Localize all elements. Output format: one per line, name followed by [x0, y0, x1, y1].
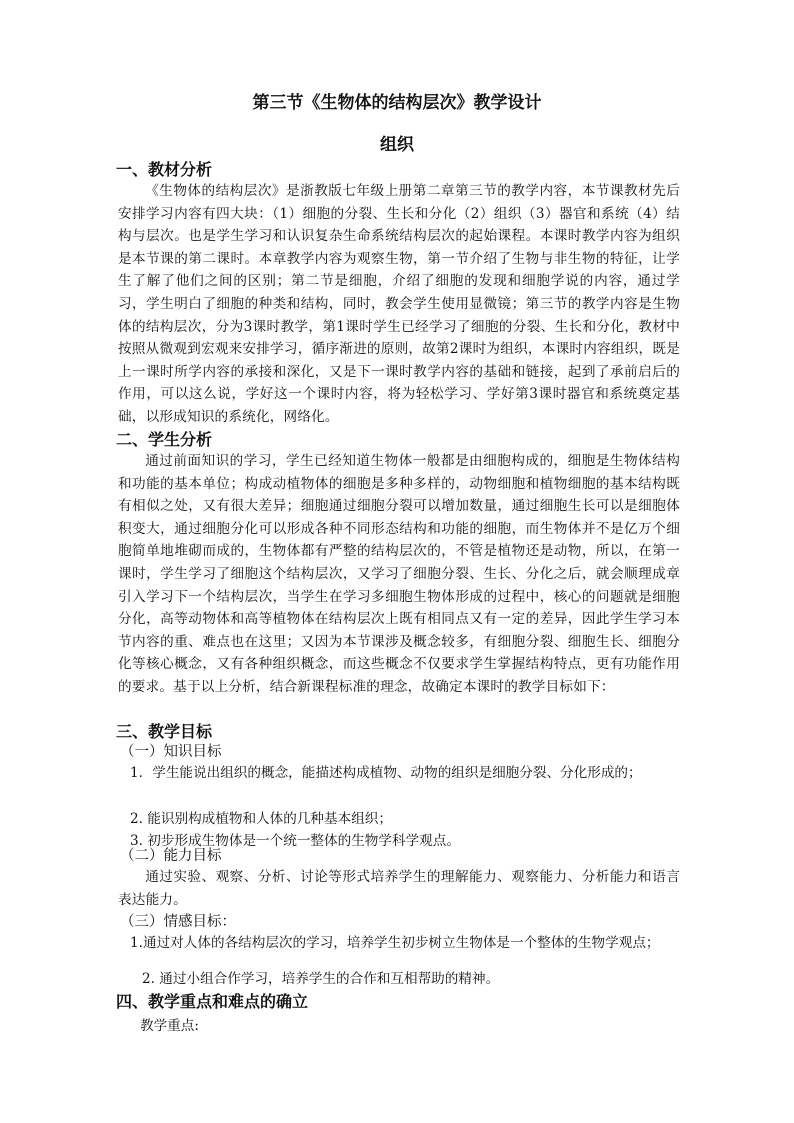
- emotion-goal-1: 1.通过对人体的各结构层次的学习，培养学生初步树立生物体是一个整体的生物学观点；: [130, 935, 660, 951]
- knowledge-goal-3: 3. 初步形成生物体是一个统一整体的生物学科学观点。: [130, 833, 460, 849]
- section-2-paragraph: 通过前面知识的学习，学生已经知道生物体一般都是由细胞构成的，细胞是生物体结构和功能的基本单位；构成动植物体的细胞是多种多样的，动物细胞和植物细胞的基本结构既有相似之处，又有很大差异；细胞通过细胞分裂可以增加数量，通过细胞生长可以是细胞体积变大，通过细胞分化可以形成各种不同形态结构和功能的细胞，而生物体并不是亿万个细胞简单地堆砌而成的，生物体都有严整的结构层次的，不管是植物还是动物，所以，在第一课时，学生学习了细胞这个结构层次，又学习了细胞分裂、生长、分化之后，就会顺理成章引入学习下一个结构层次，当学生在学习多细胞生物体形成的过程中，核心的问题就是细胞分化，高等动物体和高等植物体在结构层次上既有相同点又有一定的差异，因此学生学习本节内容的重、难点也在这里；又因为本节课涉及概念较多，有细胞分裂、细胞生长、细胞分化等核心概念，又有各种组织概念，而这些概念不仅要求学生掌握结构特点，更有功能作用的要求。基于以上分析，结合新课程标准的理念，故确定本课时的教学目标如下：: [118, 453, 680, 695]
- emotion-goal-2: 2. 通过小组合作学习，培养学生的合作和互相帮助的精神。: [142, 971, 500, 987]
- knowledge-goal-2: 2. 能识别构成植物和人体的几种基本组织；: [130, 811, 392, 827]
- page-title: 第三节《生物体的结构层次》教学设计: [252, 93, 542, 113]
- subheading-ability: （二）能力目标: [120, 848, 222, 864]
- section-heading-1: 一、教材分析: [116, 160, 213, 179]
- subheading-knowledge: （一）知识目标: [120, 744, 222, 760]
- subheading-emotion: （三）情感目标：: [120, 914, 236, 930]
- section-heading-4: 四、教学重点和难点的确立: [116, 992, 309, 1011]
- knowledge-goal-1: 1．学生能说出组织的概念，能描述构成植物、动物的组织是细胞分裂、分化形成的；: [130, 765, 642, 781]
- section-1-paragraph: 《生物体的结构层次》是浙教版七年级上册第二章第三节的教学内容，本节课教材先后安排学习内容有四大块：（1）细胞的分裂、生长和分化（2）组织（3）器官和系统（4）结构与层次。也是学生学习和认识复杂生命系统结构层次的起始课程。本课时教学内容为组织是本节课的第二课时。本章教学内容为观察生物，第一节介绍了生物与非生物的特征，让学生了解了他们之间的区别；第二节是细胞，介绍了细胞的发现和细胞学说的内容，通过学习，学生明白了细胞的种类和结构，同时，教会学生使用显微镜；第三节的教学内容是生物体的结构层次，分为3课时教学，第1课时学生已经学习了细胞的分裂、生长和分化，教材中按照从微观到宏观来安排学习，循序渐进的原则，故第2课时为组织，本课时内容组织，既是上一课时所学内容的承接和深化，又是下一课时教学内容的基础和链接，起到了承前启后的作用，可以这么说，学好这一个课时内容，将为轻松学习、学好第3课时器官和系统奠定基础，以形成知识的系统化，网络化。: [118, 183, 680, 425]
- page-subtitle: 组织: [380, 135, 414, 155]
- section-heading-2: 二、学生分析: [116, 430, 213, 449]
- ability-goal: 通过实验、观察、分析、讨论等形式培养学生的理解能力、观察能力、分析能力和语言表达能力。: [118, 869, 680, 908]
- section-heading-3: 三、教学目标: [116, 722, 213, 741]
- teaching-focus-label: 教学重点:: [140, 1018, 199, 1034]
